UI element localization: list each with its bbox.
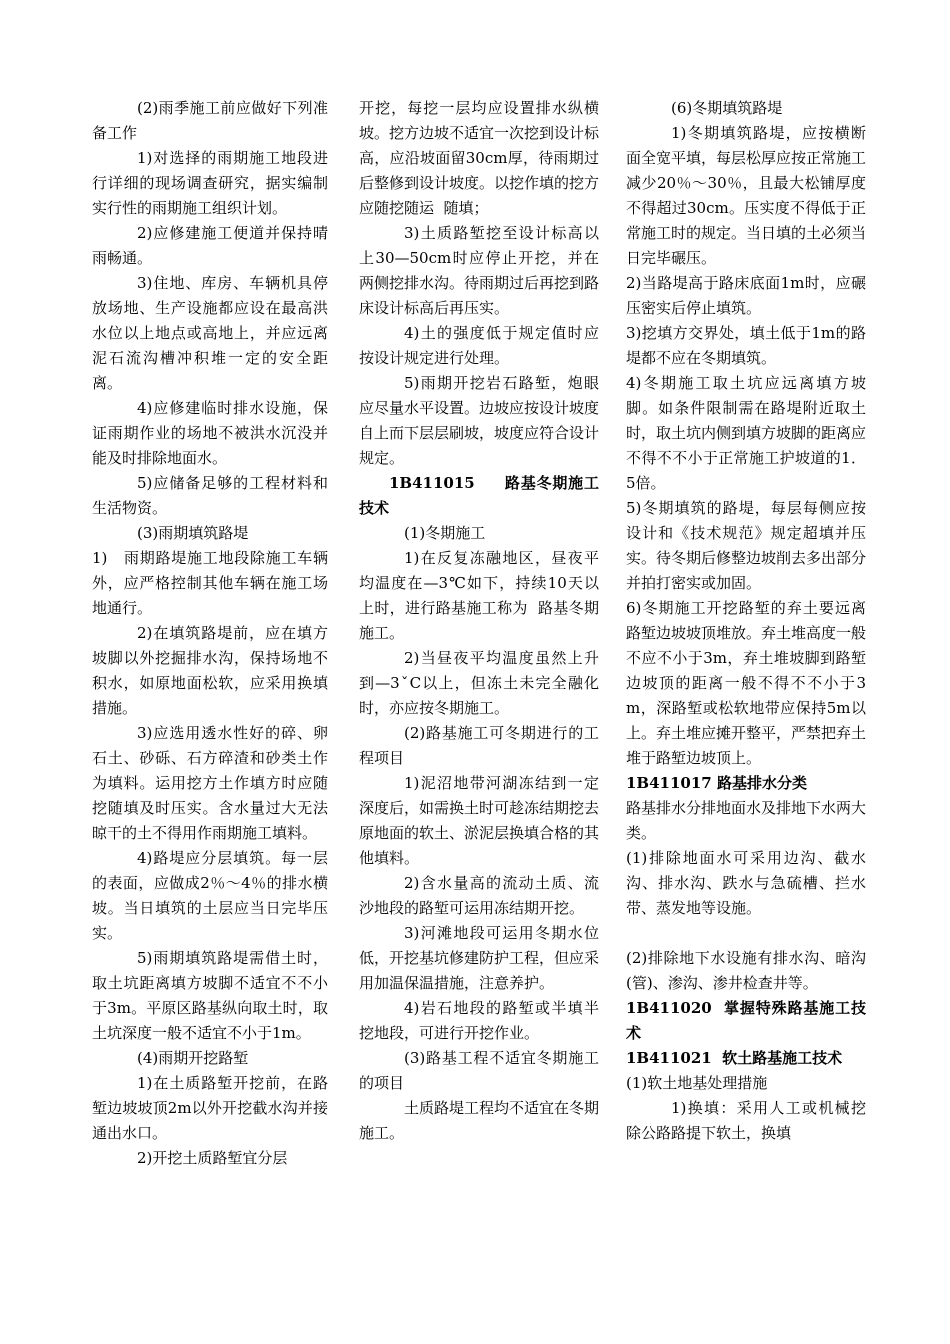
paragraph: 1)冬期填筑路堤，应按横断面全宽平填，每层松厚应按正常施工减少20％～30％，且最大松铺厚度不得超过30cm。压实度不得低于正常施工时的规定。当日填的土必须当日完毕碾压。: [626, 124, 867, 267]
paragraph: 5)冬期填筑的路堤，每层每侧应按设计和《技术规范》规定超填并压实。待冬期后修整边坡削去多出部分并拍打密实或加固。: [626, 499, 867, 592]
paragraph: 3)应选用透水性好的碎、卵石土、砂砾、石方碎渣和砂类土作为填料。运用挖方土作填方时应随挖随填及时压实。含水量过大无法晾干的土不得用作雨期施工填料。: [92, 724, 328, 842]
paragraph: 3)住地、库房、车辆机具停放场地、生产设施都应设在最高洪水位以上地点或高地上，并应远离泥石流沟槽冲积堆一定的安全距离。: [92, 274, 328, 392]
blank-line: [626, 921, 866, 946]
paragraph: 1)对选择的雨期施工地段进行详细的现场调查研究，据实编制实行性的雨期施工组织计划。: [92, 149, 328, 217]
subsection-heading: (1)软土地基处理措施: [626, 1074, 768, 1092]
paragraph: 3)挖填方交界处，填土低于1m的路堤都不应在冬期填筑。: [626, 324, 866, 367]
paragraph: 5)应储备足够的工程材料和生活物资。: [92, 474, 328, 517]
paragraph: 1)换填：采用人工或机械挖除公路路提下软土，换填: [626, 1099, 866, 1142]
paragraph: 2)在填筑路堤前，应在填方坡脚以外挖掘排水沟，保持场地不积水，如原地面松软，应采用换填措施。: [92, 624, 328, 717]
paragraph: 5)雨期开挖岩石路堑，炮眼应尽量水平设置。边坡应按设计坡度自上而下层层刷坡，坡度应符合设计规定。: [359, 374, 600, 467]
paragraph: 5)雨期填筑路堤需借土时，取土坑距离填方坡脚不适宜不不小于3m。平原区路基纵向取土时，取土坑深度一般不适宜不小于1m。: [92, 949, 328, 1042]
paragraph: 3)土质路堑挖至设计标高以上30—50cm时应停止开挖，并在两侧挖排水沟。待雨期过后再挖到路床设计标高后再压实。: [359, 224, 600, 317]
text-column-1: [92, 96, 328, 1171]
paragraph: (2)排除地下水设施有排水沟、暗沟(管)、渗沟、渗井检查井等。: [626, 949, 866, 992]
paragraph: 3)河滩地段可运用冬期水位低，开挖基坑修建防护工程，但应采用加温保温措施，注意养护。: [359, 924, 600, 992]
text-column-3: [626, 96, 866, 1146]
paragraph: 1) 雨期路堤施工地段除施工车辆外，应严格控制其他车辆在施工场地通行。: [92, 549, 328, 617]
paragraph: 路基排水分排地面水及排地下水两大类。: [626, 799, 867, 842]
paragraph: 2)当路堤高于路床底面1m时，应碾压密实后停止填筑。: [626, 274, 866, 317]
paragraph: 4)应修建临时排水设施，保证雨期作业的场地不被洪水沉没并能及时排除地面水。: [92, 399, 328, 467]
subsection-heading: (2)路基施工可冬期进行的工程项目: [359, 724, 599, 767]
section-heading: 1B411017 路基排水分类: [626, 774, 807, 792]
paragraph: 开挖，每挖一层均应设置排水纵横坡。挖方边坡不适宜一次挖到设计标高，应沿坡面留30cm厚，待雨期过后整修到设计坡度。以挖作填的挖方应随挖随运 随填；: [359, 99, 600, 217]
paragraph: 1)在反复冻融地区，昼夜平均温度在—3℃如下，持续10天以上时，进行路基施工称为 路基冬期施工。: [359, 549, 599, 642]
paragraph: 4)岩石地段的路堑或半填半挖地段，可进行开挖作业。: [359, 999, 599, 1042]
paragraph: 2)当昼夜平均温度虽然上升到—3ˇC以上，但冻土未完全融化时，亦应按冬期施工。: [359, 649, 599, 717]
subsection-heading: (2)雨季施工前应做好下列准备工作: [92, 99, 328, 142]
paragraph: 1)泥沼地带河湖冻结到一定深度后，如需换土时可趁冻结期挖去原地面的软土、淤泥层换填合格的其他填料。: [359, 774, 600, 867]
paragraph: 4)路堤应分层填筑。每一层的表面，应做成2％～4％的排水横坡。当日填筑的土层应当日完毕压实。: [92, 849, 328, 942]
paragraph: 4)土的强度低于规定值时应按设计规定进行处理。: [359, 324, 599, 367]
section-heading: 1B411021 软土路基施工技术: [626, 1049, 843, 1067]
subsection-heading: (1)冬期施工: [404, 524, 486, 542]
subsection-heading: (6)冬期填筑路堤: [671, 99, 783, 117]
paragraph: 土质路堤工程均不适宜在冬期施工。: [359, 1099, 600, 1142]
paragraph: 6)冬期施工开挖路堑的弃土要远离路堑边坡坡顶堆放。弃土堆高度一般不应不小于3m，弃土堆坡脚到路堑边坡顶的距离一般不得不不小于3m，深路堑或松软地带应保持5m以上。弃土堆应摊开整平，严禁把弃土堆于路堑边坡顶上。: [626, 599, 867, 767]
paragraph: 2)应修建施工便道并保持晴雨畅通。: [92, 224, 328, 267]
section-heading: 1B411015 路基冬期施工技术: [359, 474, 599, 517]
subsection-heading: (3)雨期填筑路堤: [137, 524, 249, 542]
paragraph: 2)开挖土质路堑宜分层: [137, 1149, 288, 1167]
paragraph: 2)含水量高的流动土质、流沙地段的路堑可运用冻结期开挖。: [359, 874, 599, 917]
subsection-heading: (4)雨期开挖路堑: [137, 1049, 249, 1067]
paragraph: 1)在土质路堑开挖前，在路堑边坡坡顶2m以外开挖截水沟并接通出水口。: [92, 1074, 328, 1142]
paragraph: 4)冬期施工取土坑应远离填方坡脚。如条件限制需在路堤附近取土时，取土坑内侧到填方坡脚的距离应不得不不小于正常施工护坡道的1．5倍。: [626, 374, 867, 492]
subsection-heading: (3)路基工程不适宜冬期施工的项目: [359, 1049, 599, 1092]
paragraph: (1)排除地面水可采用边沟、截水沟、排水沟、跌水与急硫槽、拦水带、蒸发地等设施。: [626, 849, 866, 917]
text-column-2: [359, 96, 599, 1146]
section-heading: 1B411020 掌握特殊路基施工技术: [626, 999, 866, 1042]
